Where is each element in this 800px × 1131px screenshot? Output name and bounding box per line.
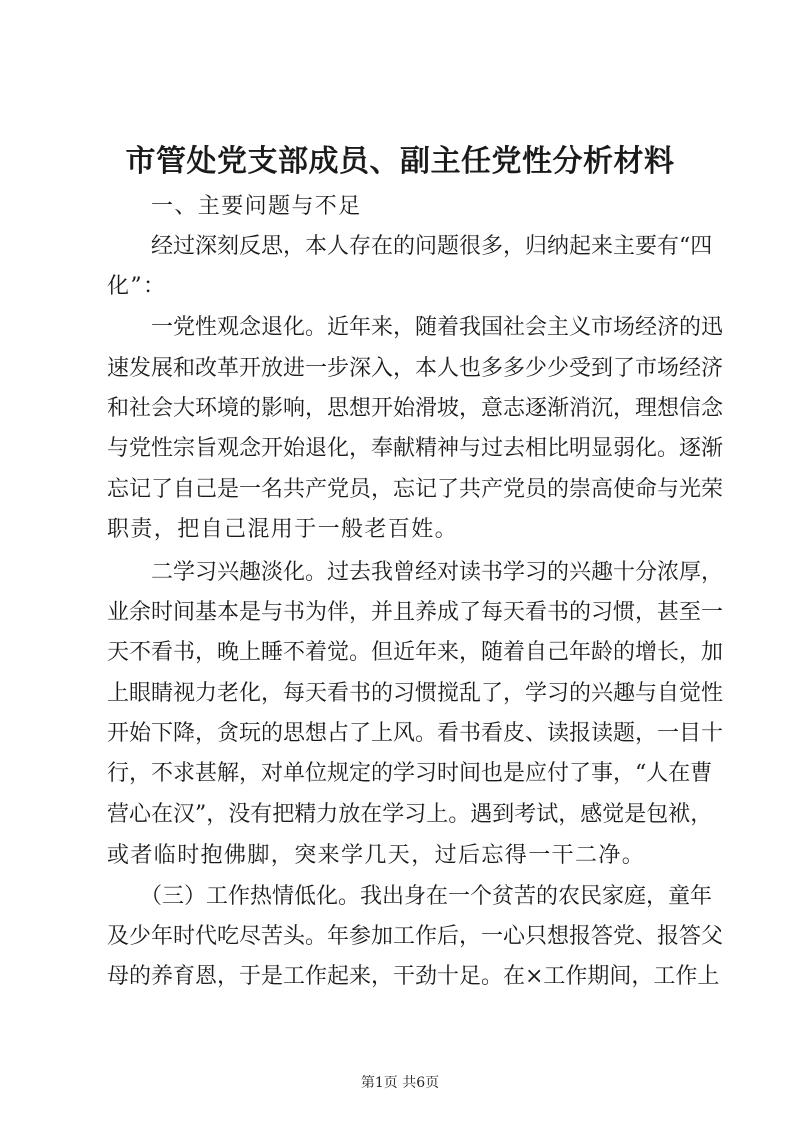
intro-line: 经过深刻反思，本人存在的问题很多，归纳起来主要有“四 [151,234,713,259]
paragraph-line: 或者临时抱佛脚，突来学几天，过后忘得一干二净。 [107,843,646,868]
intro-line: 化”： [107,274,167,299]
paragraph-line: 上眼睛视力老化，每天看书的习惯搅乱了，学习的兴趣与自觉性 [107,681,724,706]
paragraph-line: 和社会大环境的影响，思想开始滑坡，意志逐渐消沉，理想信念 [107,396,724,421]
paragraph-line: （三）工作热情低化。我出身在一个贫苦的农民家庭，童年 [140,884,713,909]
paragraph-line: 母的养育恩，于是工作起来，干劲十足。在×工作期间，工作上 [107,964,720,989]
paragraph-line: 开始下降，贪玩的思想占了上风。看书看皮、读报读题，一目十 [107,721,724,746]
paragraph-line: 一党性观念退化。近年来，随着我国社会主义市场经济的迅 [151,315,724,340]
paragraph-line: 营心在汉”，没有把精力放在学习上。遇到考试，感觉是包袱， [107,802,713,827]
page-number-footer: 第1页 共6页 [360,1075,440,1091]
paragraph-line: 职责，把自己混用于一般老百姓。 [107,517,459,542]
paragraph-line: 行，不求甚解，对单位规定的学习时间也是应付了事，“人在曹 [107,761,713,786]
paragraph-line: 与党性宗旨观念开始退化，奉献精神与过去相比明显弱化。逐渐 [107,436,724,461]
paragraph-line: 天不看书，晚上睡不着觉。但近年来，随着自己年龄的增长，加 [107,640,724,665]
paragraph-line: 业余时间基本是与书为伴，并且养成了每天看书的习惯，甚至一 [107,600,724,625]
paragraph-line: 及少年时代吃尽苦头。年参加工作后，一心只想报答党、报答父 [107,924,724,949]
paragraph-line: 忘记了自己是一名共产党员，忘记了共产党员的崇高使命与光荣 [107,477,724,502]
document-title: 市管处党支部成员、副主任党性分析材料 [125,144,675,179]
paragraph-line: 速发展和改革开放进一步深入，本人也多多少少受到了市场经济 [107,356,724,381]
section-heading: 一、主要问题与不足 [151,194,362,219]
paragraph-line: 二学习兴趣淡化。过去我曾经对读书学习的兴趣十分浓厚， [151,560,724,585]
